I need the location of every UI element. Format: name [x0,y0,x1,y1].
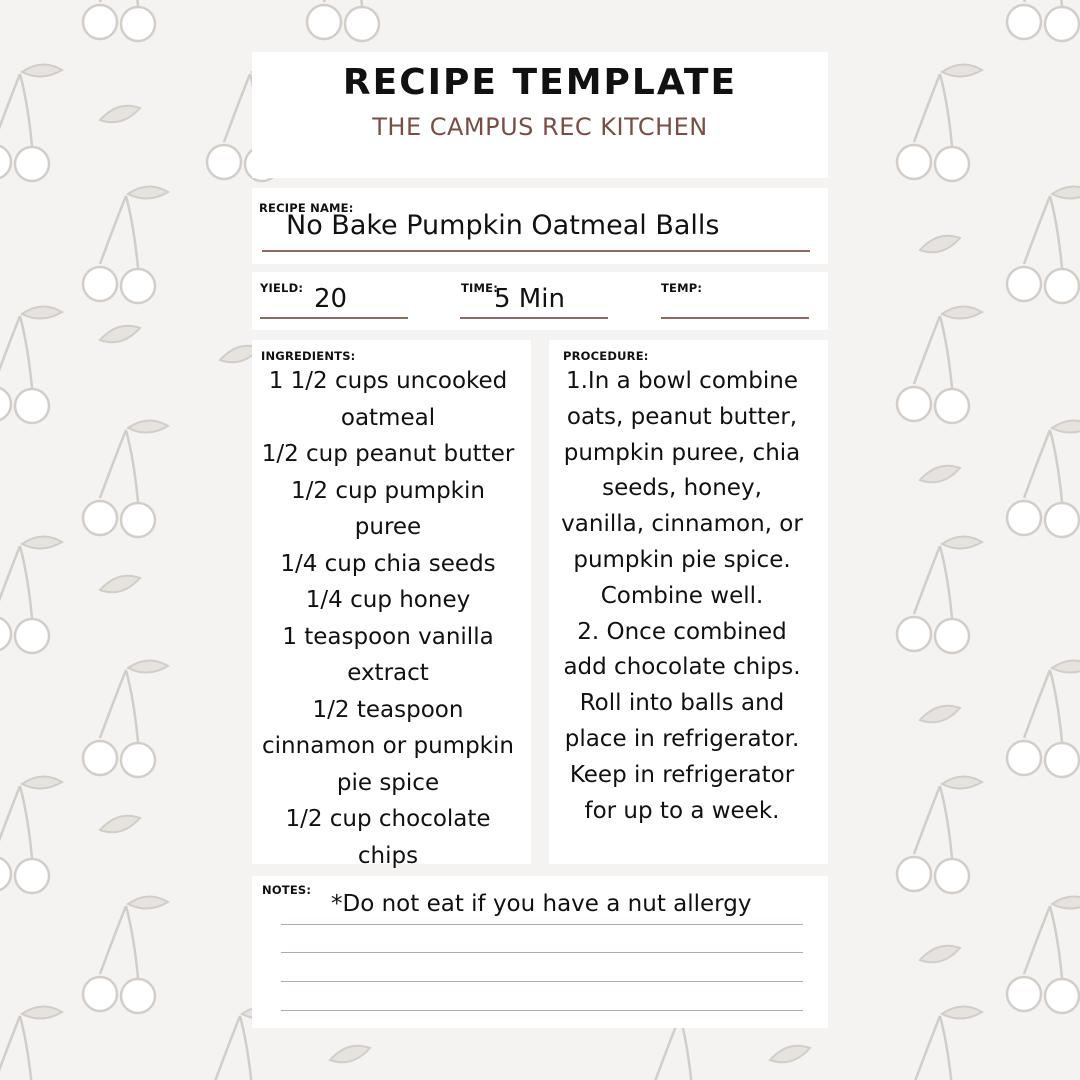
ingredient-line: oatmeal [340,404,436,431]
procedure-line: 2. Once combined [577,618,787,645]
yield-value: 20 [314,284,348,314]
recipe-name-rule [262,250,810,252]
recipe-name-label: RECIPE NAME: [259,201,354,215]
page-subtitle: THE CAMPUS REC KITCHEN [372,113,708,141]
ingredient-line: cinnamon or pumpkin [262,733,514,759]
procedure-line: Keep in refrigerator [569,761,795,788]
notes-text: *Do not eat if you have a nut allergy [331,891,752,917]
ingredient-line: chips [357,842,419,869]
yield-rule [260,317,408,319]
notes-rule [281,952,803,953]
recipe-name-value: No Bake Pumpkin Oatmeal Balls [286,210,720,241]
notes-rule [281,1010,803,1011]
ingredient-line: puree [354,514,422,540]
time-rule [460,317,608,319]
procedure-line: vanilla, cinnamon, or [561,511,803,538]
ingredient-line: pie spice [336,769,440,796]
procedure-line: pumpkin pie spice. [573,546,791,573]
ingredient-line: extract [347,660,429,686]
procedure-line: add chocolate chips. [563,654,801,681]
procedure-list [547,364,817,829]
ingredient-line: 1/2 cup chocolate [285,806,491,832]
ingredient-line: 1/2 teaspoon [312,696,464,723]
ingredients-label: INGREDIENTS: [261,349,356,363]
ingredient-line: 1/4 cup honey [305,587,471,613]
ingredient-line: 1 1/2 cups uncooked [268,368,508,394]
ingredient-line: 1/2 cup pumpkin [291,477,485,504]
notes-rule [281,924,803,925]
ingredient-line: 1/2 cup peanut butter [261,441,515,467]
ingredient-line: 1/4 cup chia seeds [280,550,496,577]
procedure-line: pumpkin puree, chia [563,439,801,466]
procedure-line: place in refrigerator. [564,725,800,752]
notes-label: NOTES: [262,883,312,897]
procedure-line: Roll into balls and [579,690,785,717]
procedure-line: for up to a week. [584,797,780,824]
ingredient-line: 1 teaspoon vanilla [282,623,494,650]
time-label: TIME: [461,281,499,295]
temp-label: TEMP: [661,281,703,295]
procedure-line: seeds, honey, [602,475,762,502]
ingredients-list [254,363,522,874]
procedure-line: Combine well. [600,582,764,609]
temp-rule [661,317,809,319]
time-value: 5 Min [494,284,565,314]
procedure-line: oats, peanut butter, [566,403,798,430]
notes-rule [281,981,803,982]
page-title: RECIPE TEMPLATE [342,62,738,103]
yield-label: YIELD: [260,281,304,295]
procedure-line: 1.In a bowl combine [565,368,799,394]
procedure-label: PROCEDURE: [563,349,649,363]
